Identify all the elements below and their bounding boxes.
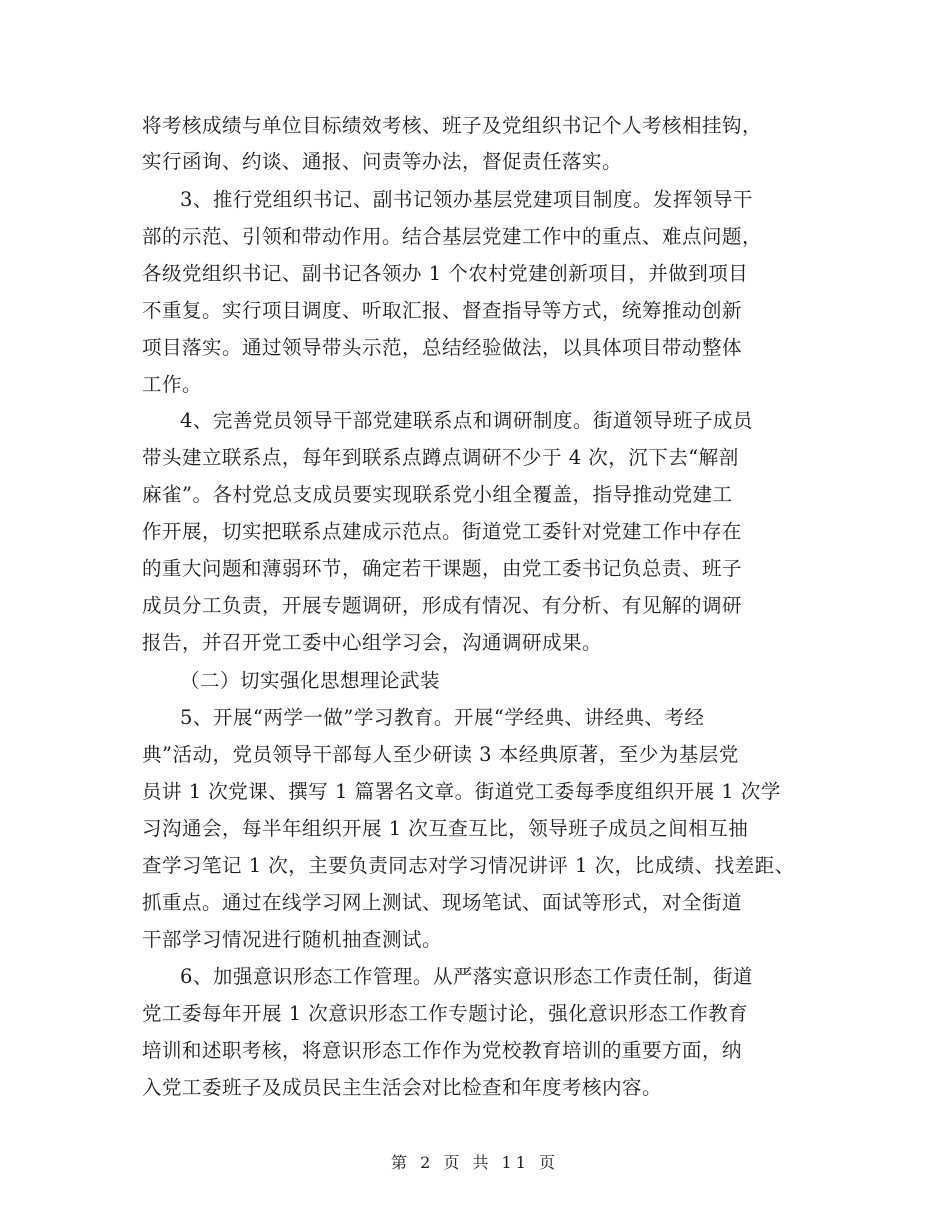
text-line-23: 干部学习情况进行随机抽查测试。 (142, 928, 443, 951)
text-line-10: 带头建立联系点，每年到联系点蹲点调研不少于 4 次，沉下去“解剖 (142, 446, 739, 469)
text-line-3: 3、推行党组织书记、副书记领办基层党建项目制度。发挥领导干 (180, 188, 753, 211)
text-line-7: 项目落实。通过领导带头示范，总结经验做法，以具体项目带动整体 (142, 336, 743, 359)
text-line-2: 实行函询、约谈、通报、问责等办法，督促责任落实。 (142, 150, 623, 173)
text-line-15: 报告，并召开党工委中心组学习会，沟通调研成果。 (142, 631, 603, 654)
text-line-20: 习沟通会，每半年组织开展 1 次互查互比，领导班子成员之间相互抽 (142, 817, 749, 840)
page-number-footer: 第 2 页 共 11 页 (391, 1153, 559, 1172)
text-line-5: 各级党组织书记、副书记各领办 1 个农村党建创新项目，并做到项目 (142, 262, 749, 285)
text-line-19: 员讲 1 次党课、撰写 1 篇署名文章。街道党工委每季度组织开展 1 次学 (142, 780, 781, 803)
section-heading: （二）切实强化思想理论武装 (180, 669, 441, 692)
text-line-17: 5、开展“两学一做”学习教育。开展“学经典、讲经典、考经 (180, 706, 705, 729)
text-line-12: 作开展，切实把联系点建成示范点。街道党工委针对党建工作中存在 (142, 520, 743, 543)
text-line-14: 成员分工负责，开展专题调研，形成有情况、有分析、有见解的调研 (142, 594, 743, 617)
text-line-27: 入党工委班子及成员民主生活会对比检查和年度考核内容。 (142, 1076, 663, 1099)
text-line-11: 麻雀”。各村党总支成员要实现联系党小组全覆盖，指导推动党建工 (142, 483, 733, 506)
text-line-1: 将考核成绩与单位目标绩效考核、班子及党组织书记个人考核相挂钩， (142, 114, 763, 137)
text-line-22: 抓重点。通过在线学习网上测试、现场笔试、面试等形式，对全街道 (142, 891, 743, 914)
text-line-13: 的重大问题和薄弱环节，确定若干课题，由党工委书记负总责、班子 (142, 557, 743, 580)
text-line-8: 工作。 (142, 373, 203, 396)
text-line-25: 党工委每年开展 1 次意识形态工作专题讨论，强化意识形态工作教育 (142, 1002, 749, 1025)
text-line-26: 培训和述职考核，将意识形态工作作为党校教育培训的重要方面，纳 (142, 1039, 743, 1062)
text-line-4: 部的示范、引领和带动作用。结合基层党建工作中的重点、难点问题， (142, 225, 763, 248)
text-line-6: 不重复。实行项目调度、听取汇报、督查指导等方式，统筹推动创新 (142, 299, 743, 322)
text-line-24: 6、加强意识形态工作管理。从严落实意识形态工作责任制，街道 (180, 965, 753, 988)
text-line-9: 4、完善党员领导干部党建联系点和调研制度。街道领导班子成员 (180, 409, 753, 432)
text-line-18: 典”活动，党员领导干部每人至少研读 3 本经典原著，至少为基层党 (142, 743, 739, 766)
text-line-21: 查学习笔记 1 次，主要负责同志对学习情况讲评 1 次，比成绩、找差距、 (142, 854, 795, 877)
